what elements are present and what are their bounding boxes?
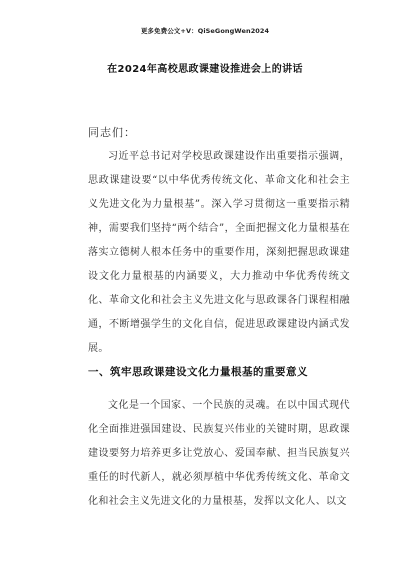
salutation: 同志们： <box>88 126 136 139</box>
section-paragraph: 文化是一个国家、一个民族的灵魂。在以中国式现代化全面推进强国建设、民族复兴伟业的关键时期，思政课建设要努力培养更多让党放心、爱国奉献、担当民族复兴重任的时代新人，就必须厚植中华优秀传统文化、革命文化和社会主义先进文化的力量根基，发挥以文化人、以文 <box>88 400 350 507</box>
header-note: 更多免费公文+V：QiSeGongWen2024 <box>140 27 270 35</box>
intro-paragraph: 习近平总书记对学校思政课建设作出重要指示强调，思政课建设要“以中华优秀传统文化、革命文化和社会主义先进文化为力量根基”。深入学习贯彻这一重要指示精神，需要我们坚持“两个结合”，全面把握文化力量根基在落实立德树人根本任务中的重要作用，深刻把握思政课建设文化力量根基的内涵要义，大力推动中华优秀传统文化、革命文化和社会主义先进文化与思政课各门课程相融通，不断增强学生的文化自信，促进思政课建设内涵式发展。 <box>88 151 350 354</box>
page-title: 在2024年高校思政课建设推进会上的讲话 <box>107 64 303 75</box>
section-heading: 一、筑牢思政课建设文化力量根基的重要意义 <box>88 366 308 378</box>
